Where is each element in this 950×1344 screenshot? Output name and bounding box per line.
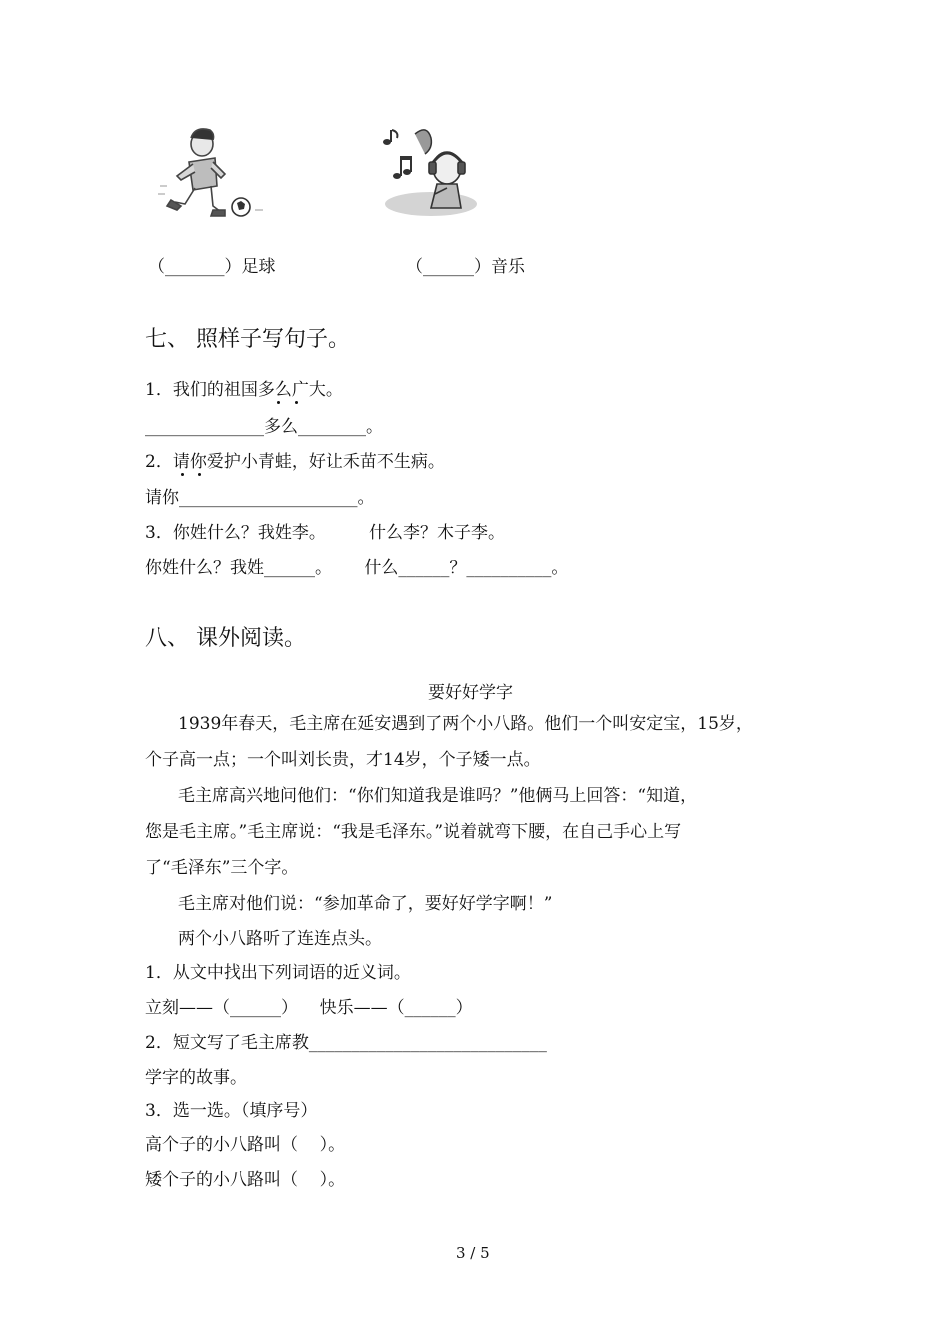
picture-caption-soccer: （_______）足球 bbox=[148, 257, 276, 277]
emphasis-dot bbox=[181, 473, 184, 476]
passage-line-2: 个子高一点；一个叫刘长贵，才14岁，个子矮一点。 bbox=[145, 750, 541, 770]
passage-title: 要好好学字 bbox=[428, 683, 513, 703]
question-2-continued: 学字的故事。 bbox=[145, 1068, 247, 1088]
question-3-item-1: 高个子的小八路叫（ ）。 bbox=[145, 1135, 346, 1155]
soccer-player-illustration bbox=[155, 124, 267, 220]
passage-line-3: 毛主席高兴地问他们：“你们知道我是谁吗？”他俩马上回答：“知道， bbox=[178, 786, 698, 806]
passage-line-5: 了“毛泽东”三个字。 bbox=[145, 858, 299, 878]
question-1-blanks: 立刻——（______） 快乐——（______） bbox=[145, 998, 473, 1018]
picture-caption-music: （______）音乐 bbox=[406, 257, 525, 277]
emphasis-dot bbox=[198, 473, 201, 476]
section-7-line-4: 请你_____________________。 bbox=[145, 488, 375, 508]
soccer-player-icon bbox=[155, 124, 267, 220]
music-listener-illustration bbox=[375, 124, 479, 220]
emphasis-dot bbox=[295, 401, 298, 404]
question-3-item-2: 矮个子的小八路叫（ ）。 bbox=[145, 1170, 346, 1190]
music-note-headphones-icon bbox=[375, 124, 479, 220]
section-7-line-3: 2．请你爱护小青蛙，好让禾苗不生病。 bbox=[145, 452, 445, 472]
question-1: 1．从文中找出下列词语的近义词。 bbox=[145, 963, 411, 983]
question-2: 2．短文写了毛主席教____________________________ bbox=[145, 1033, 547, 1053]
passage-line-4: 您是毛主席。”毛主席说：“我是毛泽东。”说着就弯下腰，在自己手心上写 bbox=[145, 822, 682, 842]
emphasis-dot bbox=[277, 401, 280, 404]
page-number: 3 / 5 bbox=[456, 1244, 490, 1262]
section-7-line-6: 你姓什么？我姓______。 什么______？__________。 bbox=[145, 558, 569, 578]
section-7-line-5: 3．你姓什么？我姓李。 什么李？木子李。 bbox=[145, 523, 506, 543]
passage-line-1: 1939年春天，毛主席在延安遇到了两个小八路。他们一个叫安定宝，15岁， bbox=[178, 714, 753, 734]
question-3: 3．选一选。（填序号） bbox=[145, 1101, 318, 1121]
section-7-line-1: 1．我们的祖国多么广大。 bbox=[145, 380, 343, 400]
passage-line-7: 两个小八路听了连连点头。 bbox=[178, 929, 382, 949]
passage-line-6: 毛主席对他们说：“参加革命了，要好好学字啊！” bbox=[178, 894, 553, 914]
section-8-heading: 八、 课外阅读。 bbox=[145, 626, 306, 651]
section-7-line-2: ______________多么________。 bbox=[145, 417, 383, 437]
section-7-heading: 七、 照样子写句子。 bbox=[145, 327, 350, 352]
